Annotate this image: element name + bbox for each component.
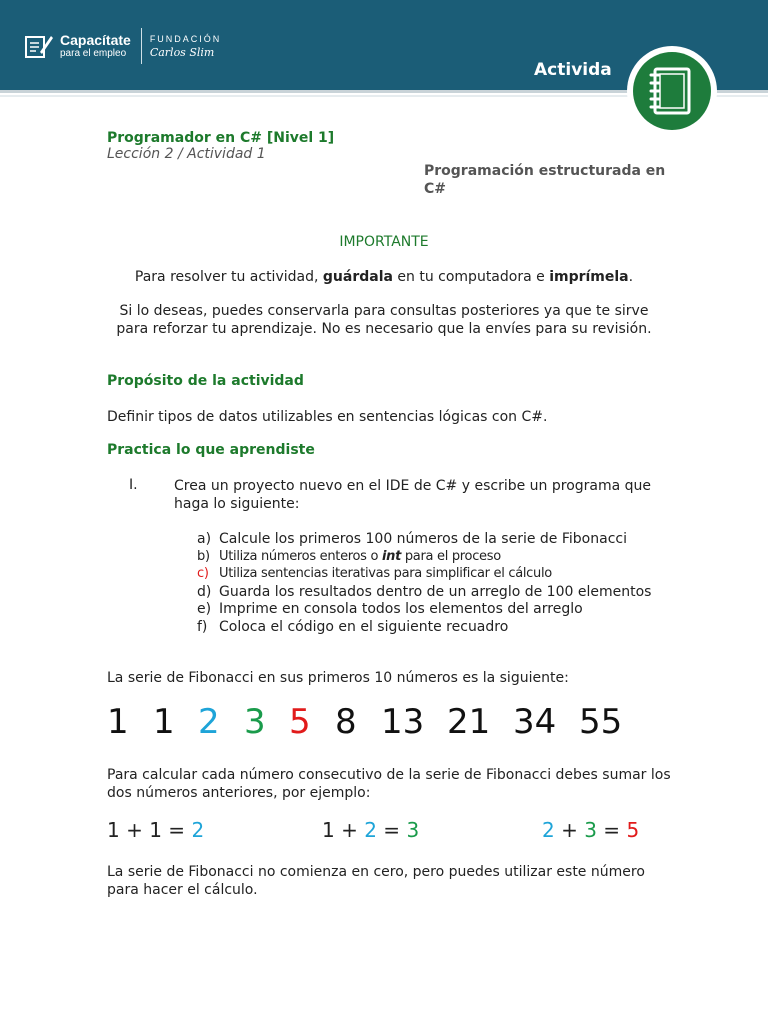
list-item [197,583,651,601]
print-emphasis: imprímela [549,269,629,285]
list-marker: a) [197,530,212,547]
list-item [197,530,651,548]
fibonacci-number: 8 [335,702,357,742]
practice-heading: Practica lo que aprendiste [107,442,315,458]
brand-subtitle: para el empleo [60,48,127,59]
list-marker: f) [197,618,208,635]
fibonacci-number: 5 [289,702,311,742]
plus-sign: + [119,818,150,842]
course-title: Programador en C# [Nivel 1] [107,130,335,146]
pencil-paper-icon [24,32,54,60]
fibonacci-number: 2 [198,702,220,742]
lesson-label: Lección 2 / Actividad 1 [107,146,266,162]
note-paragraph: Si lo deseas, puedes conservarla para consultas posteriores ya que te sirve para reforzar tu aprendizaje. No es necesario que la envíes para su revisión. [116,303,652,337]
list-item-text: Calcule los primeros 100 números de la serie de Fibonacci [219,530,627,547]
exercise-text: Crea un proyecto nuevo en el IDE de C# y escribe un programa que haga lo siguiente: [174,478,652,512]
equation-term: 2 [542,818,555,842]
equation-example [322,818,419,842]
equation-result: 2 [191,818,205,842]
equals-sign: = [161,818,192,842]
list-item [197,548,651,566]
important-heading: IMPORTANTE [339,234,429,250]
list-marker: b) [197,548,210,564]
plus-sign: + [554,818,585,842]
equation-result: 5 [626,818,640,842]
logo-divider [141,28,142,64]
fibonacci-number: 1 [107,702,129,742]
equation-term: 3 [584,818,597,842]
list-item-text-post: para el proceso [401,548,501,564]
list-item-text: Coloca el código en el siguiente recuadro [219,618,509,635]
list-marker: d) [197,583,212,600]
fibonacci-number: 55 [579,702,623,742]
purpose-text: Definir tipos de datos utilizables en sentencias lógicas con C#. [107,409,548,425]
purpose-heading: Propósito de la actividad [107,373,304,389]
list-item [197,600,651,618]
activity-badge-label: Activida [534,60,612,80]
activity-badge [627,46,717,136]
series-intro: La serie de Fibonacci en sus primeros 10 números es la siguiente: [107,670,569,686]
list-item [197,565,651,583]
task-list [197,530,651,636]
fibonacci-number: 1 [153,702,175,742]
equation-term: 1 [107,818,120,842]
list-item-text-pre: Utiliza números enteros o [219,548,382,564]
equation-term: 2 [364,818,377,842]
logo [24,28,221,64]
instructions-text: Para resolver tu actividad, [134,269,323,285]
int-keyword: int [381,548,401,564]
fibonacci-number: 3 [244,702,266,742]
instructions-text: . [628,269,634,285]
topic-title: Programación estructurada en C# [424,163,666,197]
equation-example [107,818,204,842]
calculation-text: Para calcular cada número consecutivo de la serie de Fibonacci debes sumar los dos números anteriores, por ejemplo: [107,767,671,801]
foundation-signature: Carlos Slim [149,45,215,59]
zero-note: La serie de Fibonacci no comienza en cero, pero puedes utilizar este número para hacer el cálculo. [107,864,645,898]
equation-example [542,818,639,842]
fibonacci-number: 21 [447,702,491,742]
list-item-text: Guarda los resultados dentro de un arreglo de 100 elementos [219,583,652,600]
equals-sign: = [376,818,407,842]
instructions-paragraph [107,268,661,286]
list-item-text [219,549,501,564]
instructions-text: en tu computadora e [392,269,550,285]
brand-name: Capacítate [60,32,131,48]
equation-result: 3 [406,818,420,842]
fibonacci-number: 13 [381,702,425,742]
save-emphasis: guárdala [322,269,393,285]
activity-badge-inner [633,52,711,130]
plus-sign: + [334,818,365,842]
list-item-text: Utiliza sentencias iterativas para simplificar el cálculo [219,566,552,582]
list-marker: e) [197,601,212,618]
list-item [197,618,651,636]
equals-sign: = [596,818,627,842]
notebook-icon [633,52,711,130]
equation-term: 1 [322,818,335,842]
fibonacci-number: 34 [513,702,557,742]
list-item-text: Imprime en consola todos los elementos del arreglo [219,601,583,618]
equation-term: 1 [149,818,162,842]
roman-marker: I. [129,477,138,493]
list-marker: c) [197,566,209,582]
foundation-label: FUNDACIÓN [149,33,222,44]
